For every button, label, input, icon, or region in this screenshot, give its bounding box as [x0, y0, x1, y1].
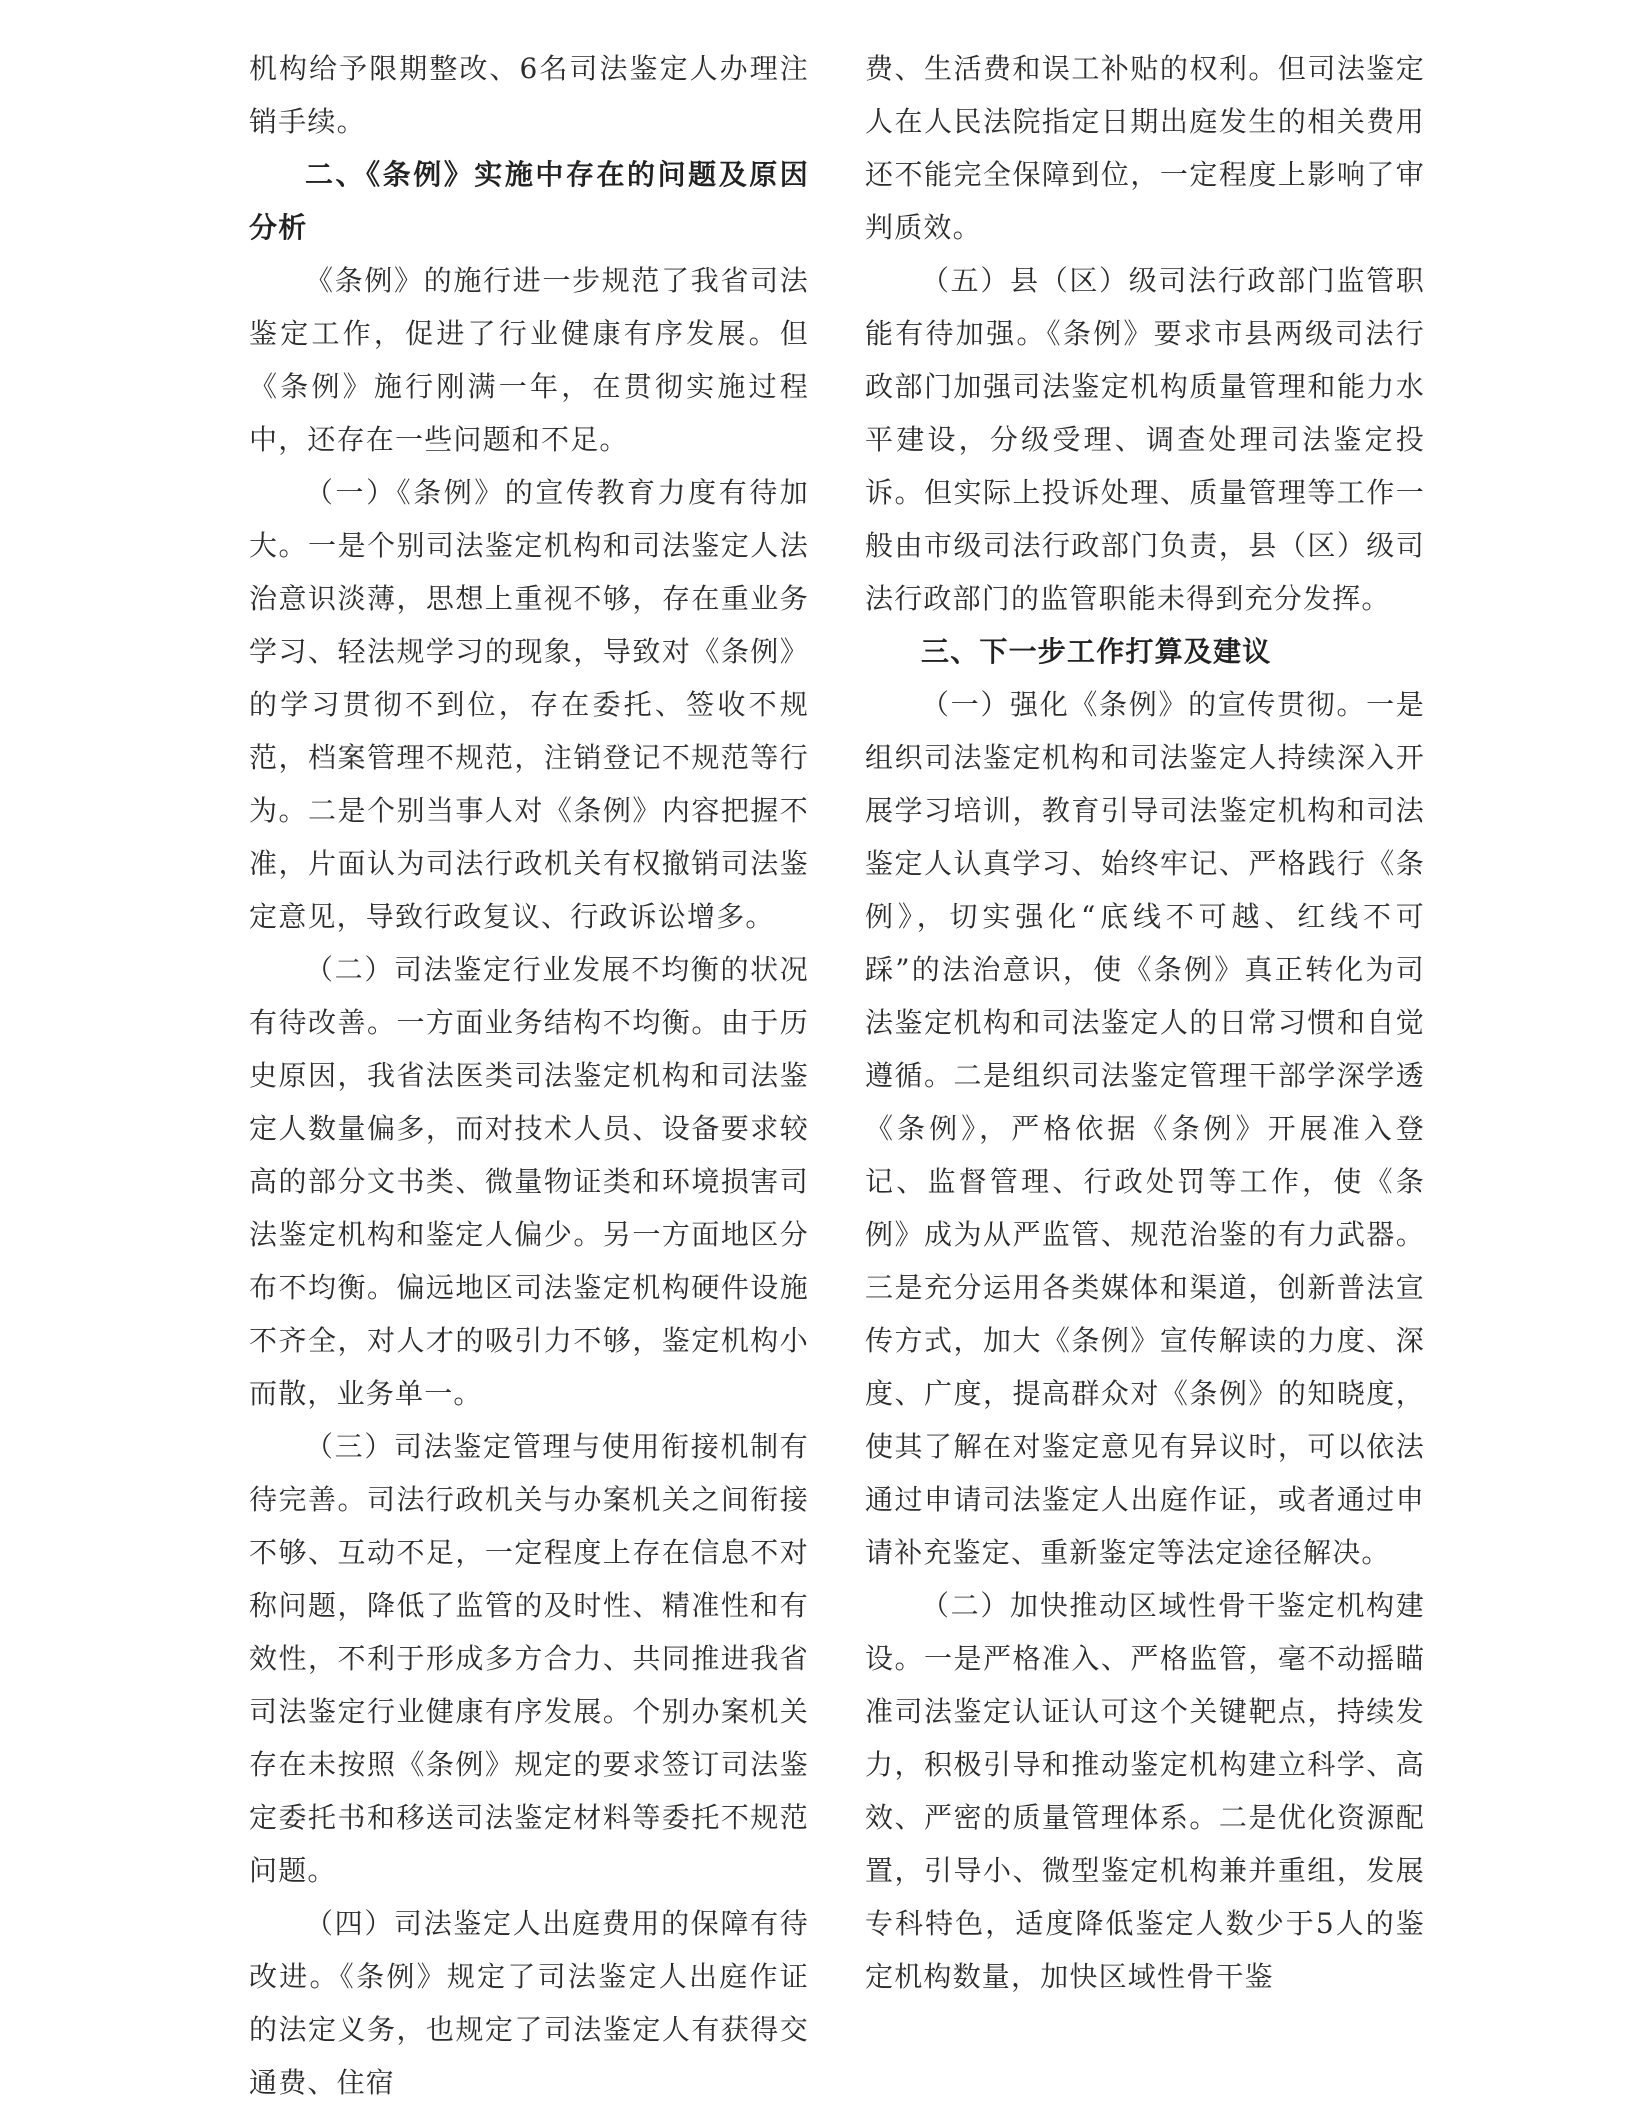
section-heading-3: 三、下一步工作打算及建议 — [921, 635, 1272, 668]
paragraph-issue-1: （一）《条例》的宣传教育力度有待加大。一是个别司法鉴定机构和司法鉴定人法治意识淡薄，思想上重视不够，存在重业务学习、轻法规学习的现象，导致对《条例》的学习贯彻不到位，存在委托、签收不规范，档案管理不规范，注销登记不规范等行为。二是个别当事人对《条例》内容把握不准，片面认为司法行政机关有权撤销司法鉴定意见，导致行政复议、行政诉讼增多。 — [249, 476, 809, 933]
paragraph-issue-4: （四）司法鉴定人出庭费用的保障有待改进。《条例》规定了司法鉴定人出庭作证的法定义务，也规定了司法鉴定人有获得交通费、住宿 — [249, 1907, 809, 2099]
paragraph-continuation: 费、生活费和误工补贴的权利。但司法鉴定人在人民法院指定日期出庭发生的相关费用还不能完全保障到位，一定程度上影响了审判质效。 — [865, 52, 1425, 244]
section-heading-2: 二、《条例》实施中存在的问题及原因分析 — [249, 158, 809, 244]
paragraph-continuation: 机构给予限期整改、6名司法鉴定人办理注销手续。 — [249, 52, 809, 138]
right-column — [865, 42, 1425, 2003]
paragraph-issue-2: （二）司法鉴定行业发展不均衡的状况有待改善。一方面业务结构不均衡。由于历史原因，我省法医类司法鉴定机构和司法鉴定人数量偏多，而对技术人员、设备要求较高的部分文书类、微量物证类和环境损害司法鉴定机构和鉴定人偏少。另一方面地区分布不均衡。偏远地区司法鉴定机构硬件设施不齐全，对人才的吸引力不够，鉴定机构小而散，业务单一。 — [249, 953, 809, 1410]
paragraph-issue-5: （五）县（区）级司法行政部门监管职能有待加强。《条例》要求市县两级司法行政部门加强司法鉴定机构质量管理和能力水平建设，分级受理、调查处理司法鉴定投诉。但实际上投诉处理、质量管理等工作一般由市级司法行政部门负责，县（区）级司法行政部门的监管职能未得到充分发挥。 — [865, 264, 1425, 615]
paragraph-issue-3: （三）司法鉴定管理与使用衔接机制有待完善。司法行政机关与办案机关之间衔接不够、互动不足，一定程度上存在信息不对称问题，降低了监管的及时性、精准性和有效性，不利于形成多方合力、共同推进我省司法鉴定行业健康有序发展。个别办案机关存在未按照《条例》规定的要求签订司法鉴定委托书和移送司法鉴定材料等委托不规范问题。 — [249, 1430, 809, 1887]
left-column — [249, 42, 809, 2109]
paragraph-intro: 《条例》的施行进一步规范了我省司法鉴定工作，促进了行业健康有序发展。但《条例》施行刚满一年，在贯彻实施过程中，还存在一些问题和不足。 — [249, 264, 809, 456]
paragraph-plan-2: （二）加快推动区域性骨干鉴定机构建设。一是严格准入、严格监管，毫不动摇瞄准司法鉴定认证认可这个关键靶点，持续发力，积极引导和推动鉴定机构建立科学、高效、严密的质量管理体系。二是优化资源配置，引导小、微型鉴定机构兼并重组，发展专科特色，适度降低鉴定人数少于5人的鉴定机构数量，加快区域性骨干鉴 — [865, 1589, 1425, 1993]
paragraph-plan-1: （一）强化《条例》的宣传贯彻。一是组织司法鉴定机构和司法鉴定人持续深入开展学习培训，教育引导司法鉴定机构和司法鉴定人认真学习、始终牢记、严格践行《条例》，切实强化“底线不可越、红线不可踩”的法治意识，使《条例》真正转化为司法鉴定机构和司法鉴定人的日常习惯和自觉遵循。二是组织司法鉴定管理干部学深学透《条例》，严格依据《条例》开展准入登记、监督管理、行政处罚等工作，使《条例》成为从严监管、规范治鉴的有力武器。三是充分运用各类媒体和渠道，创新普法宣传方式，加大《条例》宣传解读的力度、深度、广度，提高群众对《条例》的知晓度，使其了解在对鉴定意见有异议时，可以依法通过申请司法鉴定人出庭作证，或者通过申请补充鉴定、重新鉴定等法定途径解决。 — [865, 688, 1425, 1569]
